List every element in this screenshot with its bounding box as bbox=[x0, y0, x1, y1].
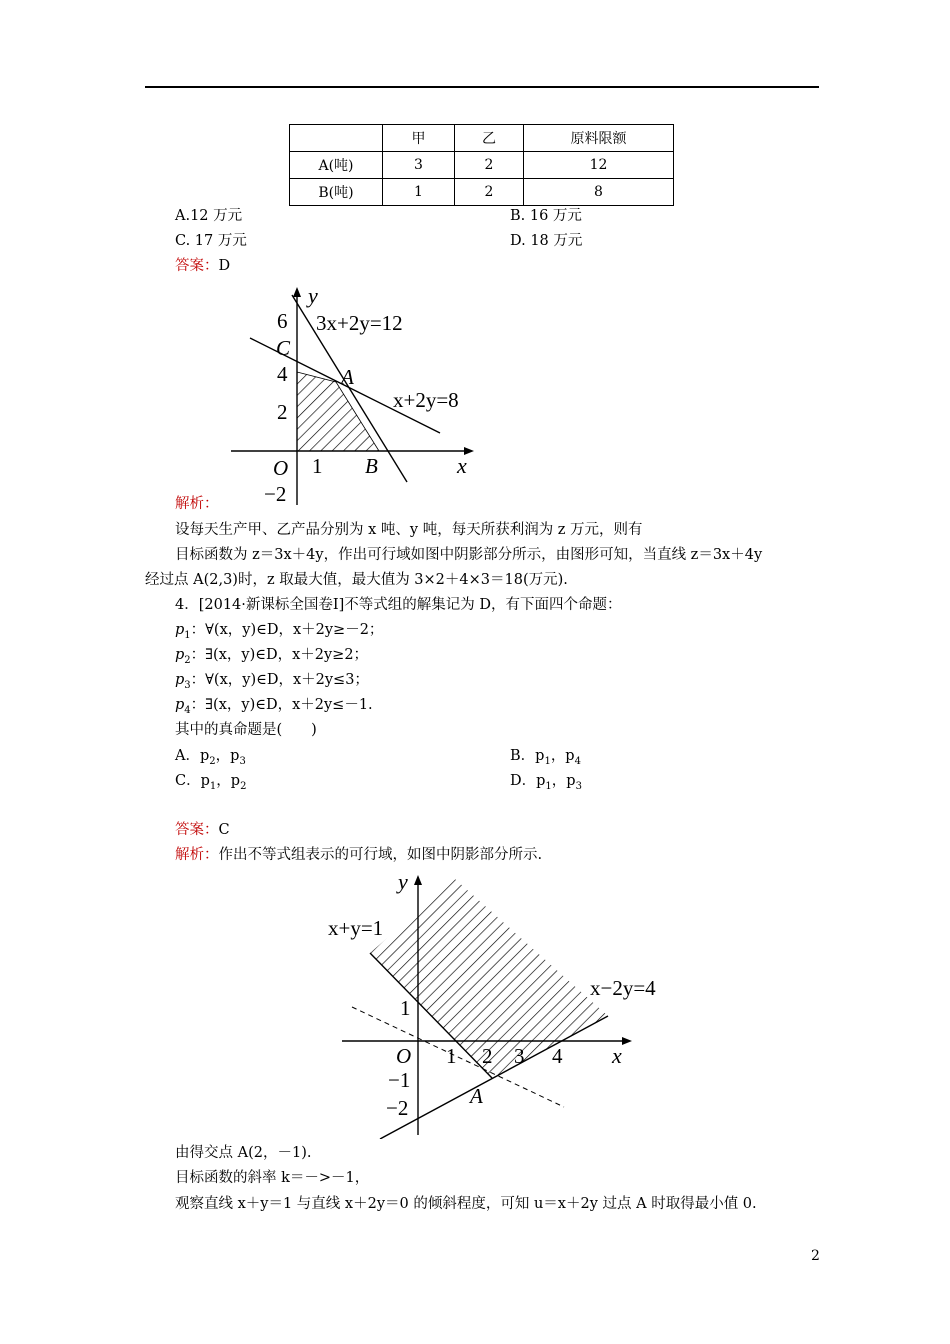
q3-analysis-line1: 设每天生产甲、乙产品分别为 x 吨、y 吨，每天所获利润为 z 万元，则有 bbox=[175, 522, 643, 538]
q4-origin: O bbox=[396, 1044, 412, 1068]
q4-tick-y1: 1 bbox=[400, 996, 411, 1020]
q4-choice-d bbox=[510, 771, 582, 797]
q4-tick-x3: 3 bbox=[514, 1044, 525, 1068]
prop-text: ：∀(x，y)∈D，x＋2y≤3； bbox=[190, 672, 369, 688]
table-row-label: A(吨) bbox=[290, 152, 383, 179]
q4-tick-x2: 2 bbox=[482, 1044, 493, 1068]
q3-answer-label: 答案： bbox=[175, 258, 219, 274]
prop-name: p bbox=[175, 672, 185, 688]
table-cell: 3 bbox=[383, 152, 455, 179]
prop-text: ：∃(x，y)∈D，x＋2y≤－1. bbox=[190, 697, 373, 713]
prop-name: p bbox=[175, 697, 185, 713]
materials-table bbox=[289, 124, 674, 206]
q4-tick-x4: 4 bbox=[552, 1044, 563, 1068]
table-cell: 2 bbox=[455, 179, 524, 206]
choice-sub: 2 bbox=[209, 755, 216, 767]
q4-point-a: A bbox=[470, 1084, 483, 1108]
q3-tick-yneg2: −2 bbox=[264, 482, 287, 506]
q4-y-label: y bbox=[398, 871, 408, 894]
q4-tick-yneg2: −2 bbox=[386, 1096, 409, 1120]
table-header-cell: 甲 bbox=[383, 125, 455, 152]
q3-point-a: A bbox=[341, 365, 354, 389]
prop-sub: 1 bbox=[184, 629, 191, 641]
q3-answer bbox=[175, 256, 230, 276]
choice-text: B．p bbox=[510, 748, 545, 764]
q4-choice-c bbox=[175, 771, 246, 797]
q4-prop-1 bbox=[175, 620, 383, 646]
q4-stem: 4．[2014·新课标全国卷Ⅰ]不等式组的解集记为 D，有下面四个命题： bbox=[175, 597, 622, 613]
q3-analysis-label: 解析： bbox=[175, 496, 219, 512]
choice-text: ，p bbox=[216, 773, 241, 789]
q4-choice-a bbox=[175, 746, 246, 772]
q4-figure bbox=[328, 871, 668, 1139]
q4-analysis bbox=[175, 845, 542, 865]
q3-choice-c: C. 17 万元 bbox=[175, 233, 247, 249]
prop-sub: 4 bbox=[184, 704, 191, 716]
choice-sub: 1 bbox=[544, 755, 551, 767]
q3-figure bbox=[228, 283, 478, 508]
q3-choice-b: B. 16 万元 bbox=[510, 208, 582, 224]
choice-text: C．p bbox=[175, 773, 210, 789]
page-number: 2 bbox=[811, 1248, 820, 1264]
table-header-cell: 乙 bbox=[455, 125, 524, 152]
prop-text: ：∃(x，y)∈D，x＋2y≥2； bbox=[190, 647, 369, 663]
q4-prop-3 bbox=[175, 670, 369, 696]
q3-y-arrow-icon bbox=[293, 287, 301, 297]
q3-origin: O bbox=[273, 456, 289, 480]
q3-analysis-line3: 经过点 A(2,3)时，z 取最大值，最大值为 3×2＋4×3＝18(万元). bbox=[145, 572, 568, 588]
q4-answer bbox=[175, 820, 230, 840]
choice-sub: 1 bbox=[209, 780, 217, 792]
prop-name: p bbox=[175, 622, 185, 638]
table-cell: 1 bbox=[383, 179, 455, 206]
q4-question: 其中的真命题是( ) bbox=[175, 722, 317, 738]
q4-answer-label: 答案： bbox=[175, 822, 219, 838]
choice-sub: 2 bbox=[240, 780, 247, 792]
table-row bbox=[290, 152, 674, 179]
table-cell: 8 bbox=[524, 179, 674, 206]
q3-tick-y4: 4 bbox=[277, 362, 288, 386]
q4-x-label: x bbox=[612, 1043, 622, 1068]
q4-analysis-label: 解析： bbox=[175, 847, 219, 863]
q3-x-label: x bbox=[457, 453, 467, 478]
q3-line2-label: x+2y=8 bbox=[393, 388, 459, 412]
table-row bbox=[290, 179, 674, 206]
q4-after-line3: 观察直线 x＋y＝1 与直线 x＋2y＝0 的倾斜程度，可知 u＝x＋2y 过点 A 时取得最小值 0. bbox=[175, 1196, 757, 1212]
q3-point-c: C bbox=[276, 336, 291, 360]
choice-sub: 3 bbox=[239, 755, 246, 767]
q4-tick-x1: 1 bbox=[446, 1044, 457, 1068]
table-cell: 12 bbox=[524, 152, 674, 179]
prop-text: ：∀(x，y)∈D，x＋2y≥－2； bbox=[190, 622, 384, 638]
q3-y-label: y bbox=[308, 283, 318, 308]
choice-sub: 4 bbox=[574, 755, 581, 767]
prop-sub: 3 bbox=[184, 679, 191, 691]
q4-prop-4 bbox=[175, 695, 373, 721]
choice-text: ，p bbox=[550, 748, 575, 764]
q4-answer-value: C bbox=[218, 822, 230, 838]
q3-line1-label: 3x+2y=12 bbox=[316, 311, 403, 335]
q4-analysis-text: 作出不等式组表示的可行域，如图中阴影部分所示. bbox=[218, 847, 543, 863]
q4-y-arrow-icon bbox=[414, 875, 422, 885]
choice-text: ，p bbox=[551, 773, 576, 789]
q4-choice-b bbox=[510, 746, 581, 772]
q3-analysis-line2: 目标函数为 z＝3x＋4y，作出可行域如图中阴影部分所示，由图形可知，当直线 z＝3x＋4y bbox=[175, 547, 763, 563]
q3-feasible-region bbox=[297, 372, 379, 451]
q4-prop-2 bbox=[175, 645, 368, 671]
q4-line2-label: x−2y=4 bbox=[590, 976, 656, 1000]
q4-line1-label: x+y=1 bbox=[328, 916, 384, 940]
q3-point-b: B bbox=[365, 454, 378, 478]
q3-tick-y2: 2 bbox=[277, 400, 288, 424]
table-header-row bbox=[290, 125, 674, 152]
prop-sub: 2 bbox=[184, 654, 191, 666]
choice-text: ，p bbox=[215, 748, 240, 764]
choice-text: D．p bbox=[510, 773, 546, 789]
q3-answer-value: D bbox=[218, 258, 231, 274]
table-header-cell: 原料限额 bbox=[524, 125, 674, 152]
q3-choice-d: D. 18 万元 bbox=[510, 233, 583, 249]
choice-sub: 3 bbox=[575, 780, 582, 792]
q4-tick-yneg1: −1 bbox=[388, 1068, 411, 1092]
q4-after-line2: 目标函数的斜率 k＝－>－1， bbox=[175, 1170, 370, 1186]
q3-choice-a: A.12 万元 bbox=[175, 208, 243, 224]
table-header-cell bbox=[290, 125, 383, 152]
q3-tick-x1: 1 bbox=[312, 454, 323, 478]
header-rule bbox=[145, 86, 819, 88]
prop-name: p bbox=[175, 647, 185, 663]
choice-text: A．p bbox=[175, 748, 210, 764]
q4-x-arrow-icon bbox=[622, 1037, 632, 1045]
table-cell: 2 bbox=[455, 152, 524, 179]
q3-tick-y6: 6 bbox=[277, 309, 288, 333]
choice-sub: 1 bbox=[545, 780, 552, 792]
q4-after-line1: 由得交点 A(2，－1). bbox=[175, 1145, 312, 1161]
table-row-label: B(吨) bbox=[290, 179, 383, 206]
